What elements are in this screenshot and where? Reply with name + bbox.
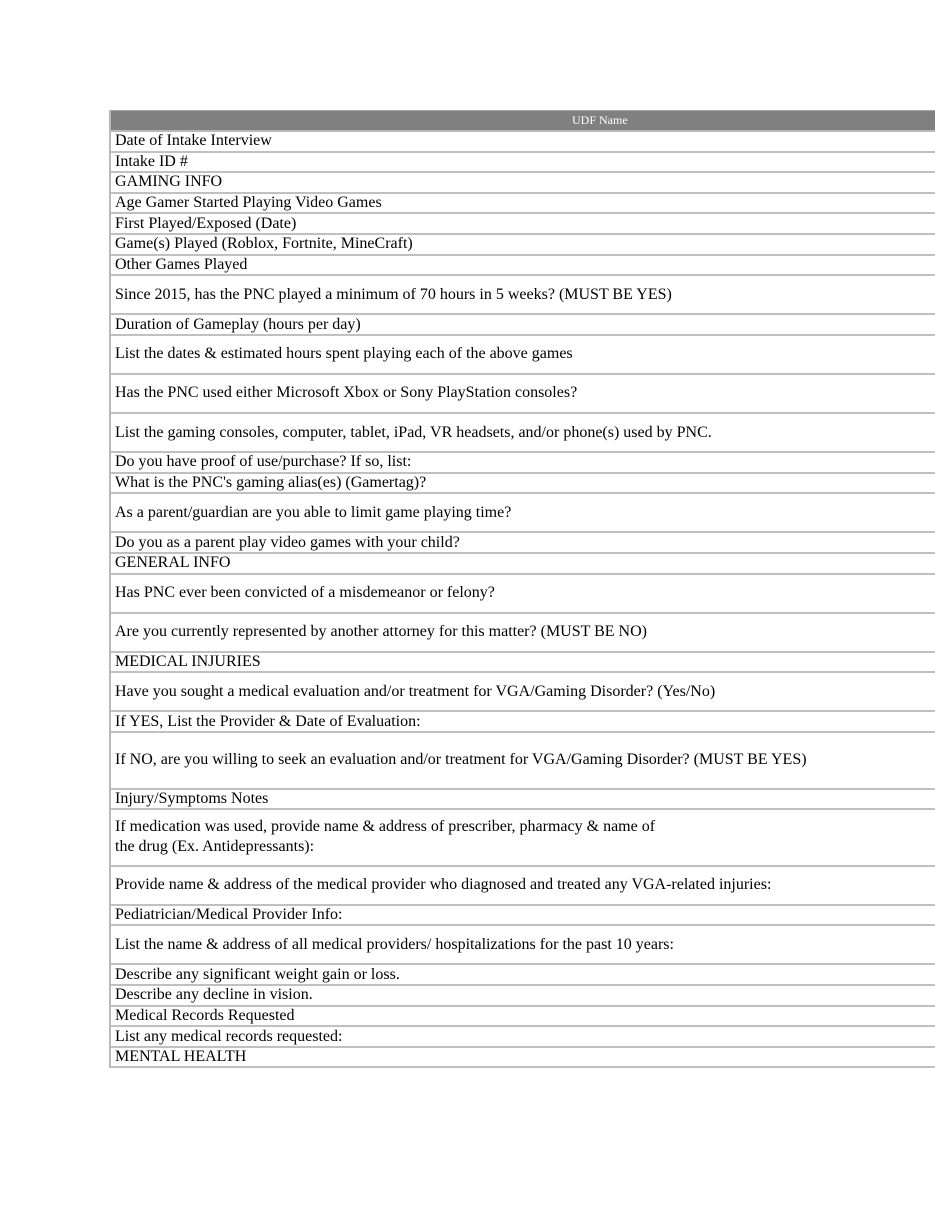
table-row: [111, 712, 935, 733]
table-row: [111, 474, 935, 495]
table-body: [111, 132, 935, 1068]
table-header: [111, 110, 935, 132]
udf-name-cell: If YES, List the Provider & Date of Evaluation:: [115, 712, 421, 730]
table-row: [111, 276, 935, 315]
table-row: [111, 336, 935, 375]
udf-name-cell: GAMING INFO: [115, 173, 223, 191]
table-row: [111, 733, 935, 790]
table-row: [111, 153, 935, 174]
udf-name-cell: Game(s) Played (Roblox, Fortnite, MineCraft): [115, 235, 413, 253]
udf-name-cell: Intake ID #: [115, 152, 188, 170]
table-row: [111, 453, 935, 474]
table-row: [111, 673, 935, 712]
udf-name-cell: GENERAL INFO: [115, 554, 231, 572]
udf-name-cell: If NO, are you willing to seek an evaluation and/or treatment for VGA/Gaming Disorder? (MUST BE YES): [115, 751, 807, 769]
table-row: [111, 256, 935, 277]
table-row: [111, 132, 935, 153]
udf-name-cell: Describe any decline in vision.: [115, 986, 313, 1004]
udf-name-cell: MENTAL HEALTH: [115, 1048, 247, 1066]
table-row: [111, 194, 935, 215]
udf-name-cell: Has the PNC used either Microsoft Xbox or Sony PlayStation consoles?: [115, 384, 578, 402]
table-row: [111, 867, 935, 906]
table-row: [111, 810, 935, 867]
udf-name-cell: List the name & address of all medical providers/ hospitalizations for the past 10 years:: [115, 935, 674, 953]
udf-name-cell: Other Games Played: [115, 255, 248, 273]
udf-name-cell: Have you sought a medical evaluation and/or treatment for VGA/Gaming Disorder? (Yes/No): [115, 682, 716, 700]
udf-name-cell: Injury/Symptoms Notes: [115, 789, 269, 807]
udf-name-cell: Medical Records Requested: [115, 1006, 295, 1024]
table-row: [111, 965, 935, 986]
table-row: [111, 790, 935, 811]
table-row: [111, 494, 935, 533]
udf-name-cell: Do you have proof of use/purchase? If so, list:: [115, 453, 412, 471]
udf-name-cell: Date of Intake Interview: [115, 132, 272, 150]
table-row: [111, 614, 935, 653]
udf-name-cell: First Played/Exposed (Date): [115, 214, 297, 232]
udf-name-cell: Has PNC ever been convicted of a misdemeanor or felony?: [115, 584, 495, 602]
table-row: [111, 906, 935, 927]
table-row: [111, 315, 935, 336]
table-row: [111, 533, 935, 554]
table-row: [111, 1048, 935, 1069]
udf-name-cell: Pediatrician/Medical Provider Info:: [115, 906, 343, 924]
table-row: [111, 986, 935, 1007]
table-row: [111, 414, 935, 453]
udf-name-cell: Are you currently represented by another attorney for this matter? (MUST BE NO): [115, 623, 647, 641]
udf-name-cell: Since 2015, has the PNC played a minimum of 70 hours in 5 weeks? (MUST BE YES): [115, 285, 672, 303]
table-row: [111, 653, 935, 674]
table-row: [111, 1027, 935, 1048]
table-row: [111, 926, 935, 965]
udf-name-cell: List the gaming consoles, computer, tablet, iPad, VR headsets, and/or phone(s) used by PNC.: [115, 423, 712, 441]
udf-name-cell: List the dates & estimated hours spent playing each of the above games: [115, 345, 573, 363]
column-header-udf-name: UDF Name: [572, 113, 628, 127]
udf-table: [109, 110, 935, 1068]
udf-name-cell: MEDICAL INJURIES: [115, 653, 261, 671]
table-row: [111, 554, 935, 575]
udf-name-cell: List any medical records requested:: [115, 1027, 343, 1045]
table-row: [111, 173, 935, 194]
table-row: [111, 235, 935, 256]
table-row: [111, 375, 935, 414]
table-row: [111, 575, 935, 614]
table-row: [111, 1007, 935, 1028]
udf-name-cell: Provide name & address of the medical provider who diagnosed and treated any VGA-related injuries:: [115, 876, 772, 894]
udf-name-cell: What is the PNC's gaming alias(es) (Gamertag)?: [115, 474, 427, 492]
udf-name-cell: If medication was used, provide name & address of prescriber, pharmacy & name of the drug (Ex. Antidepressants):: [115, 818, 656, 856]
udf-name-cell: Describe any significant weight gain or loss.: [115, 965, 400, 983]
udf-name-cell: Do you as a parent play video games with your child?: [115, 533, 460, 551]
table-row: [111, 214, 935, 235]
udf-name-cell: As a parent/guardian are you able to limit game playing time?: [115, 503, 512, 521]
udf-name-cell: Duration of Gameplay (hours per day): [115, 315, 361, 333]
udf-name-cell: Age Gamer Started Playing Video Games: [115, 194, 382, 212]
